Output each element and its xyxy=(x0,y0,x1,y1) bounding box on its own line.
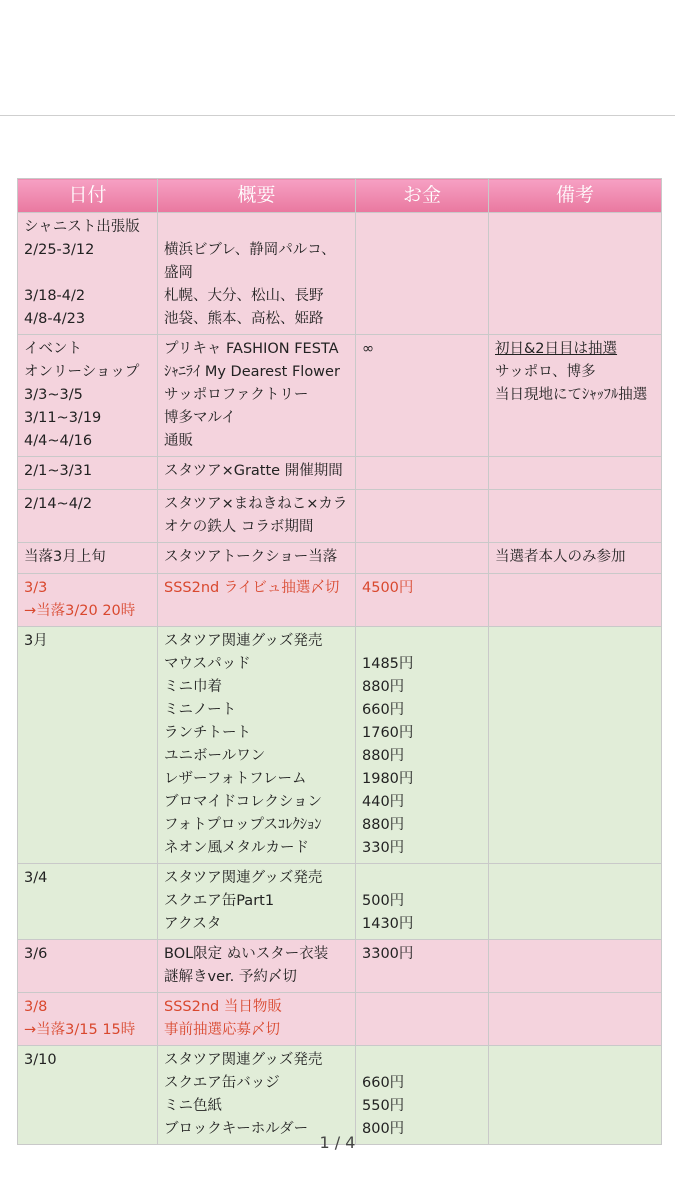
note-cell xyxy=(489,457,662,490)
money-line: 1430円 xyxy=(362,916,414,932)
money-line: 660円 xyxy=(362,1075,405,1091)
summary-line: BOL限定 ぬいスター衣装 xyxy=(164,946,329,962)
summary-line: 事前抽選応募〆切 xyxy=(164,1022,280,1038)
note-cell xyxy=(489,490,662,543)
money-cell xyxy=(356,993,489,1046)
note-cell xyxy=(489,213,662,335)
money-line: ∞ xyxy=(362,341,375,357)
date-line: 3/8 xyxy=(24,999,48,1015)
date-cell xyxy=(18,543,158,574)
summary-line: スタツアトークショー当落 xyxy=(164,549,338,565)
summary-cell xyxy=(158,864,356,940)
page-indicator: 1 / 4 xyxy=(319,1133,356,1152)
date-line: 2/25-3/12 xyxy=(24,242,95,258)
money-line xyxy=(362,867,482,890)
money-line: 330円 xyxy=(362,840,405,856)
date-line: 当落3月上旬 xyxy=(24,549,106,565)
summary-line: ネオン風メタルカード xyxy=(164,840,309,856)
summary-cell xyxy=(158,993,356,1046)
note-cell xyxy=(489,543,662,574)
date-cell xyxy=(18,993,158,1046)
table-row xyxy=(18,627,662,864)
top-toolbar xyxy=(0,0,675,116)
summary-cell xyxy=(158,457,356,490)
money-cell xyxy=(356,213,489,335)
note-cell xyxy=(489,335,662,457)
summary-line: オケの鉄人 コラボ期間 xyxy=(164,519,314,535)
date-line: 3/3 xyxy=(24,580,48,596)
note-cell xyxy=(489,940,662,993)
summary-line: 札幌、大分、松山、長野 xyxy=(164,288,324,304)
summary-line: スタツア×Gratte 開催期間 xyxy=(164,463,343,479)
money-cell xyxy=(356,864,489,940)
money-cell xyxy=(356,940,489,993)
summary-line: スタツア関連グッズ発売 xyxy=(164,1052,323,1068)
note-cell xyxy=(489,1046,662,1145)
money-line xyxy=(362,1049,482,1072)
summary-line: 盛岡 xyxy=(164,265,193,281)
money-line: 880円 xyxy=(362,679,405,695)
summary-line: スタツア関連グッズ発売 xyxy=(164,870,323,886)
date-cell xyxy=(18,940,158,993)
summary-line: ユニボールワン xyxy=(164,748,266,764)
summary-line: 池袋、熊本、高松、姫路 xyxy=(164,311,324,327)
date-line: 3/11~3/19 xyxy=(24,410,102,426)
header-notes: 備考 xyxy=(489,179,662,213)
money-line: 4500円 xyxy=(362,580,414,596)
date-line: 3/6 xyxy=(24,946,48,962)
summary-cell xyxy=(158,940,356,993)
money-line xyxy=(362,630,482,653)
date-line: 2/14~4/2 xyxy=(24,496,93,512)
money-line: 1980円 xyxy=(362,771,414,787)
money-cell xyxy=(356,1046,489,1145)
money-cell xyxy=(356,627,489,864)
date-line: 3/10 xyxy=(24,1052,57,1068)
header-money: お金 xyxy=(356,179,489,213)
summary-line: サッポロファクトリー xyxy=(164,387,309,403)
money-line: 880円 xyxy=(362,748,405,764)
date-line: →当落3/15 15時 xyxy=(24,1022,136,1038)
summary-line: ミニ色紙 xyxy=(164,1098,222,1114)
date-line: イベント xyxy=(24,341,82,357)
table-row xyxy=(18,213,662,335)
money-cell xyxy=(356,457,489,490)
header-summary: 概要 xyxy=(158,179,356,213)
money-line: 1485円 xyxy=(362,656,414,672)
summary-line: 博多マルイ xyxy=(164,410,236,426)
note-cell xyxy=(489,574,662,627)
schedule-table xyxy=(17,178,662,1145)
date-line: →当落3/20 20時 xyxy=(24,603,136,619)
money-cell xyxy=(356,490,489,543)
summary-line: プリキャ FASHION FESTA xyxy=(164,341,339,357)
summary-line: ブロマイドコレクション xyxy=(164,794,323,810)
money-line: 800円 xyxy=(362,1121,405,1137)
table-row xyxy=(18,335,662,457)
note-line: 当選者本人のみ参加 xyxy=(495,549,626,565)
summary-line: ランチトート xyxy=(164,725,251,741)
summary-line: ミニノート xyxy=(164,702,237,718)
summary-line: スクエア缶Part1 xyxy=(164,893,275,909)
table-row xyxy=(18,864,662,940)
table-row xyxy=(18,574,662,627)
summary-cell xyxy=(158,543,356,574)
money-line: 440円 xyxy=(362,794,405,810)
date-line: 2/1~3/31 xyxy=(24,463,93,479)
summary-line: 通販 xyxy=(164,433,193,449)
summary-line: SSS2nd 当日物販 xyxy=(164,999,282,1015)
summary-cell xyxy=(158,574,356,627)
summary-line: ブロックキーホルダー xyxy=(164,1121,309,1137)
date-line xyxy=(24,262,151,285)
summary-line: 謎解きver. 予約〆切 xyxy=(164,969,297,985)
summary-line: 横浜ビブレ、静岡パルコ、 xyxy=(164,242,336,258)
money-line: 880円 xyxy=(362,817,405,833)
summary-line: レザーフォトフレーム xyxy=(164,771,307,787)
money-line: 3300円 xyxy=(362,946,414,962)
table-row xyxy=(18,490,662,543)
summary-line: アクスタ xyxy=(164,916,222,932)
date-cell xyxy=(18,490,158,543)
date-line: シャニスト出張版 xyxy=(24,219,140,235)
summary-line: SSS2nd ライビュ抽選〆切 xyxy=(164,580,340,596)
summary-line: ミニ巾着 xyxy=(164,679,222,695)
money-line: 550円 xyxy=(362,1098,405,1114)
table-row xyxy=(18,993,662,1046)
table-header-row xyxy=(18,179,662,213)
date-cell xyxy=(18,574,158,627)
money-cell xyxy=(356,335,489,457)
date-line: 4/8-4/23 xyxy=(24,311,86,327)
summary-cell xyxy=(158,1046,356,1145)
summary-cell xyxy=(158,490,356,543)
money-cell xyxy=(356,543,489,574)
date-cell xyxy=(18,335,158,457)
date-cell xyxy=(18,213,158,335)
note-line: サッポロ、博多 xyxy=(495,364,596,380)
note-cell xyxy=(489,993,662,1046)
date-cell xyxy=(18,627,158,864)
table-row xyxy=(18,1046,662,1145)
date-line: 3月 xyxy=(24,633,48,649)
money-line: 1760円 xyxy=(362,725,414,741)
date-line: 3/3~3/5 xyxy=(24,387,83,403)
header-date: 日付 xyxy=(18,179,158,213)
date-line: 3/4 xyxy=(24,870,48,886)
summary-line: フォトプロップスｺﾚｸｼｮﾝ xyxy=(164,817,322,833)
note-line: 当日現地にてｼｬｯﾌﾙ抽選 xyxy=(495,387,648,403)
date-line: オンリーショップ xyxy=(24,364,140,380)
table-row xyxy=(18,940,662,993)
summary-line: スタツア関連グッズ発売 xyxy=(164,633,323,649)
date-line: 3/18-4/2 xyxy=(24,288,86,304)
note-cell xyxy=(489,864,662,940)
summary-cell xyxy=(158,335,356,457)
date-cell xyxy=(18,864,158,940)
summary-line: スタツア×まねきねこ×カラ xyxy=(164,496,348,512)
summary-line: マウスパッド xyxy=(164,656,251,672)
table-row xyxy=(18,543,662,574)
summary-cell xyxy=(158,627,356,864)
date-cell xyxy=(18,1046,158,1145)
summary-line: スクエア缶バッジ xyxy=(164,1075,280,1091)
summary-line: ｼｬﾆﾗｲ My Dearest Flower xyxy=(164,364,340,380)
date-cell xyxy=(18,457,158,490)
money-cell xyxy=(356,574,489,627)
note-line: 初日&2日目は抽選 xyxy=(495,341,618,357)
money-line: 500円 xyxy=(362,893,405,909)
summary-line xyxy=(164,216,349,239)
money-line: 660円 xyxy=(362,702,405,718)
table-row xyxy=(18,457,662,490)
summary-cell xyxy=(158,213,356,335)
date-line: 4/4~4/16 xyxy=(24,433,93,449)
note-cell xyxy=(489,627,662,864)
